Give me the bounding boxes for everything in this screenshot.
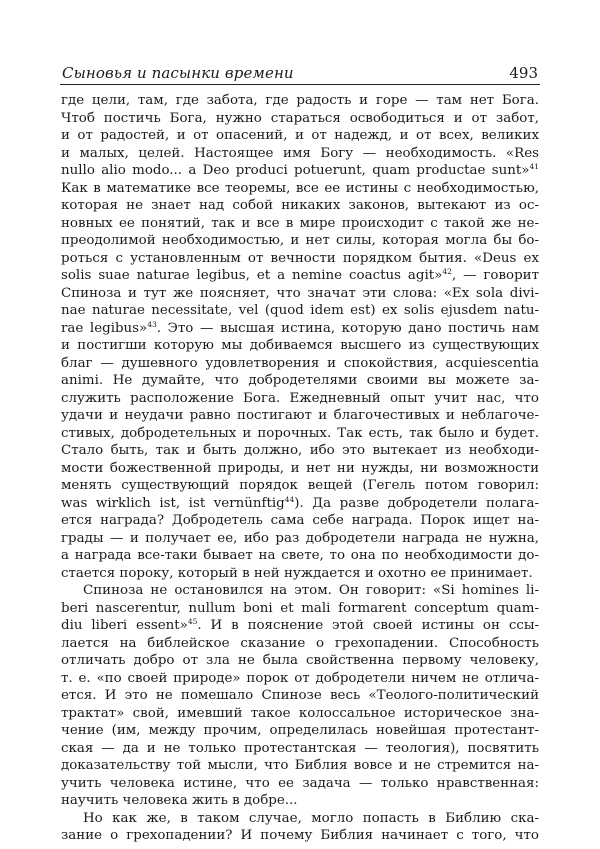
text-line: nullo alio modo... a Deo produci potuerunt, quam productae sunt»$^{41}$: [61, 162, 539, 178]
text-line: научить человека жить в добре...: [61, 793, 298, 808]
text-line: менять существующий порядок вещей (Гегель потом говорил:: [61, 478, 539, 493]
running-header: [60, 60, 540, 85]
text-line: благ — душевного удовлетворения и спокойствия, acquiescentia: [61, 355, 539, 371]
text-line: Но как же, в таком случае, могло попасть в Библию ска-: [83, 810, 539, 826]
text-line: отличать добро от зла не была свойственна первому человеку,: [61, 653, 539, 668]
text-line: чение (им, между прочим, определилась новейшая протестант-: [61, 723, 539, 738]
text-line: и малых, целей. Настоящее имя Богу — необходимость. «Res: [61, 145, 539, 161]
footnote-ref: 45: [187, 617, 198, 626]
footnote-ref: 43: [147, 319, 157, 329]
text-line: и постигши которую мы добиваемся высшего из существующих: [61, 338, 539, 353]
text-line: Спиноза не остановился на этом. Он говорит: «Si homines li-: [83, 583, 539, 598]
text-line: т. е. «по своей природе» порок от добродетели ничем не отлича-: [61, 670, 539, 686]
text-line: которая не знает над собой никаких законов, вытекают из ос-: [61, 198, 539, 213]
text-line: Спиноза и тут же поясняет, что значат эти слова: «Ex sola divi-: [61, 285, 539, 301]
text-line: стается пороку, который в ней нуждается и охотно ее принимает.: [61, 565, 533, 581]
text-line: animi. Не думайте, что добродетелями своими вы можете за-: [61, 373, 539, 388]
text-line: solis suae naturae legibus, et a nemine coactus agit»$^{42}$, — говорит: [61, 267, 539, 283]
page-number: 493: [509, 64, 538, 82]
body-text: [61, 92, 539, 845]
text-line: Чтоб постичь Бога, нужно стараться освободиться и от забот,: [61, 110, 539, 126]
running-title: Сыновья и пасынки времени: [62, 64, 294, 82]
text-line: преодолимой необходимостью, и нет силы, которая могла бы бо-: [61, 233, 539, 248]
text-line: ется. И это не помешало Спинозе весь «Теолого-политический: [61, 688, 539, 703]
text-line: трактат» свой, имевший такое колоссальное историческое зна-: [61, 705, 539, 721]
text-line: а награда все-таки бывает на свете, то она по необходимости до-: [61, 548, 539, 563]
text-line: ется награда? Добродетель сама себе награда. Порок ищет на-: [61, 513, 539, 528]
text-line: удачи и неудачи равно постигают и благочестивых и неблагоче-: [61, 408, 539, 423]
text-line: beri nascerentur, nullum boni et mali formarent conceptum quam-: [61, 600, 539, 616]
text-line: где цели, там, где забота, где радость и горе — там нет Бога.: [61, 93, 539, 108]
text-line: зание о грехопадении? И почему Библия начинает с того, что: [61, 828, 539, 843]
text-line: грады — и получает ее, ибо раз добродетели награда не нужна,: [61, 530, 539, 546]
text-line: nae naturae necessitate, vel (quod idem est) ex solis ejusdem natu-: [61, 303, 539, 318]
text-line: учить человека истине, что ее задача — только нравственная:: [61, 775, 539, 791]
text-line: служить расположение Бога. Ежедневный опыт учит нас, что: [61, 390, 539, 406]
text-line: was wirklich ist, ist vernünftig$^{44}$). Да разве добродетели полага-: [61, 494, 539, 511]
footnote-ref: 42: [442, 267, 452, 276]
text-line: diu liberi essent»$^{45}$. И в пояснение этой своей истины он ссы-: [61, 617, 539, 633]
text-line: новных ее понятий, так и все в мире происходит с такой же не-: [61, 215, 539, 231]
text-line: и от радостей, и от опасений, и от надежд, и от всех, великих: [61, 128, 539, 143]
text-line: Как в математике все теоремы, все ее истины с необходимостью,: [61, 180, 539, 196]
text-line: лается на библейское сказание о грехопадении. Способность: [61, 635, 539, 651]
text-line: ская — да и не только протестантская — теология), посвятить: [61, 740, 539, 756]
text-line: доказательству той мысли, что Библия вовсе и не стремится на-: [61, 758, 539, 773]
text-line: мости божественной природы, и нет ни нужды, ни возможности: [61, 460, 539, 476]
text-line: rae legibus»$^{43}$. Это — высшая истина, которую дано постичь нам: [61, 319, 539, 336]
footnote-ref: 44: [284, 494, 295, 504]
footnote-ref: 41: [529, 162, 539, 171]
text-line: стивых, добродетельных и порочных. Так есть, так было и будет.: [61, 425, 539, 441]
text-line: Стало быть, так и быть должно, ибо это вытекает из необходи-: [61, 443, 539, 458]
text-line: роться с установленным от вечности порядком бытия. «Deus ex: [61, 250, 539, 266]
